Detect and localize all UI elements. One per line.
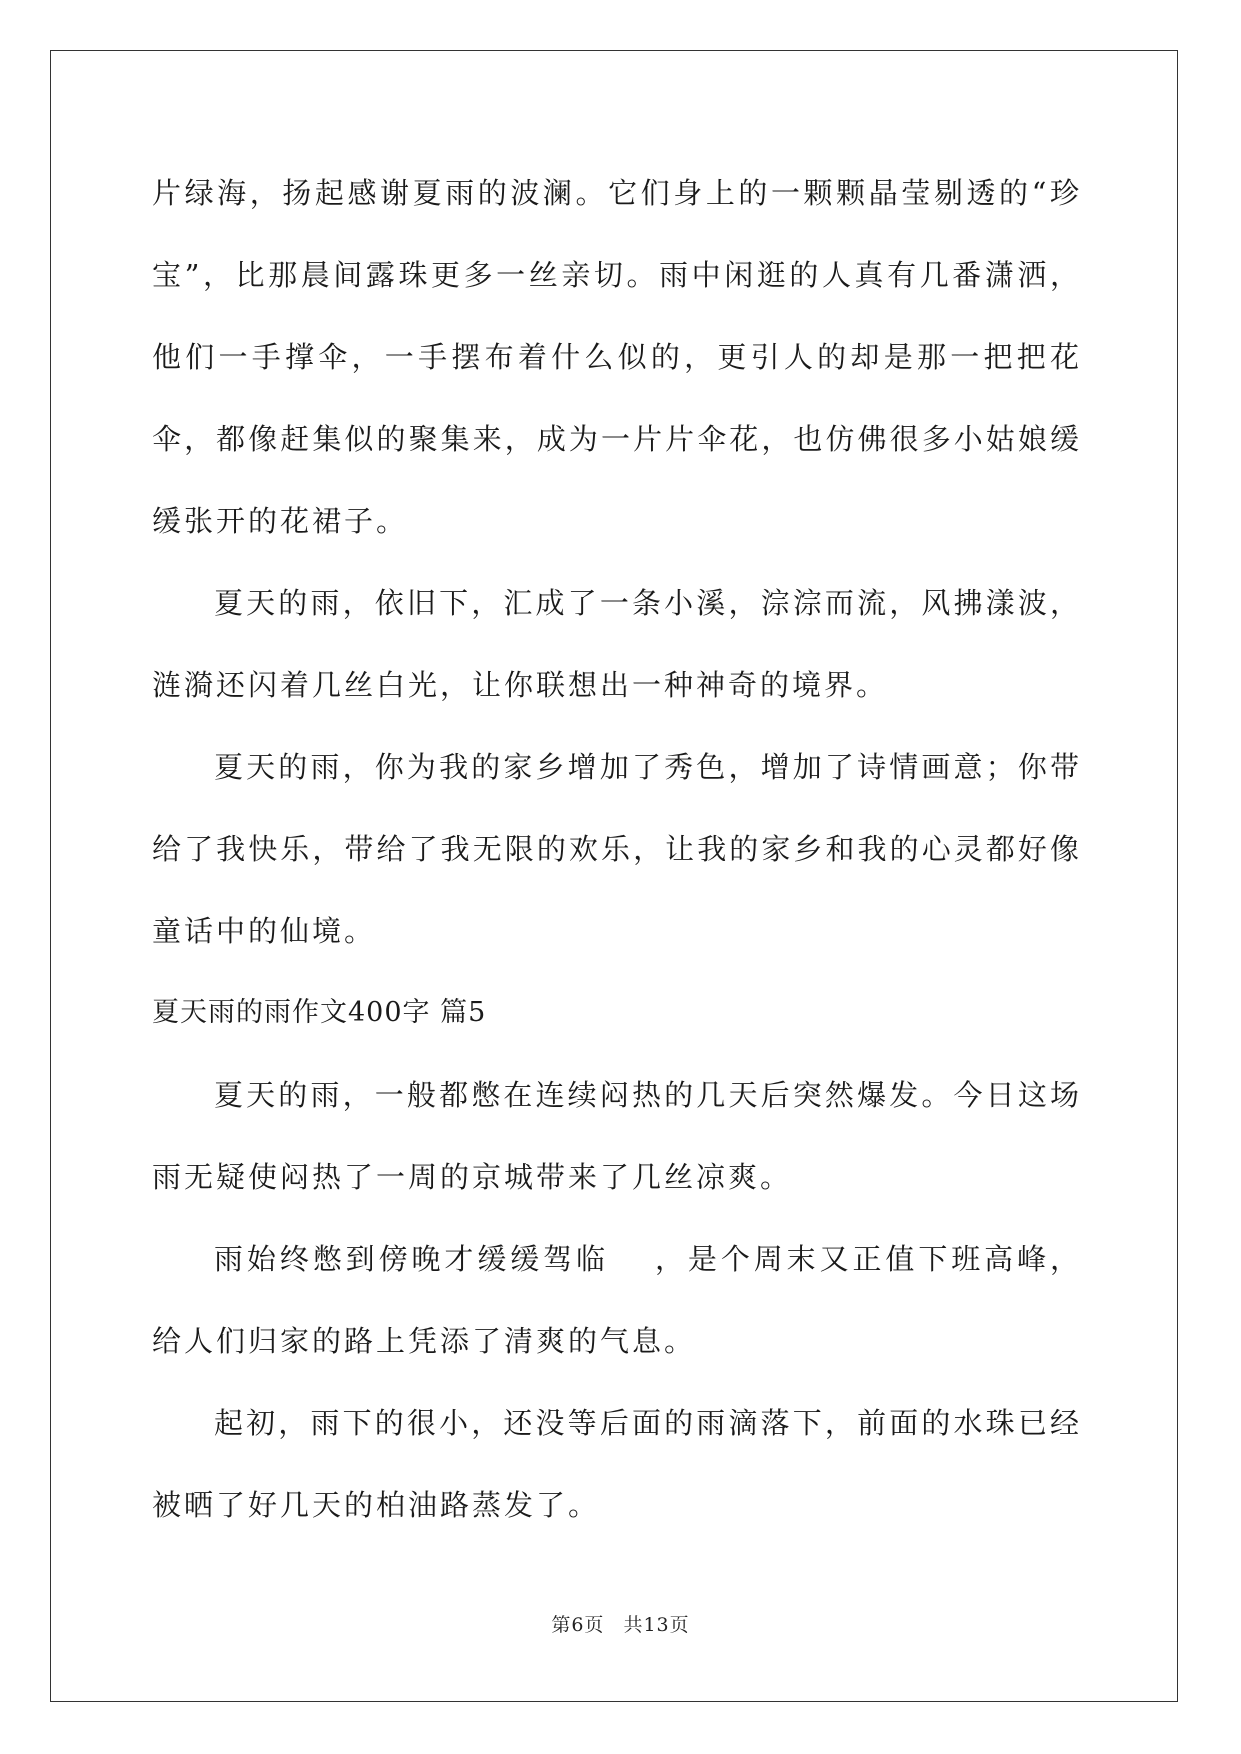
page-footer bbox=[0, 1610, 1241, 1637]
document-body bbox=[152, 152, 1082, 1546]
section-heading: 夏天雨的雨作文400字 篇5 bbox=[152, 997, 487, 1028]
section-paragraph-2: 雨始终憋到傍晚才缓缓驾临 ，是个周末又正值下班高峰，给人们归家的路上凭添了清爽的气息。 bbox=[152, 1242, 1082, 1358]
section-paragraph-3: 起初，雨下的很小，还没等后面的雨滴落下，前面的水珠已经被晒了好几天的柏油路蒸发了。 bbox=[152, 1406, 1082, 1522]
page-total: 共13页 bbox=[623, 1614, 690, 1636]
section-paragraph-1: 夏天的雨，一般都憋在连续闷热的几天后突然爆发。今日这场雨无疑使闷热了一周的京城带来了几丝凉爽。 bbox=[152, 1078, 1082, 1194]
paragraph-1: 片绿海，扬起感谢夏雨的波澜。它们身上的一颗颗晶莹剔透的“珍宝”，比那晨间露珠更多一丝亲切。雨中闲逛的人真有几番潇洒，他们一手撑伞，一手摆布着什么似的，更引人的却是那一把把花伞，都像赶集似的聚集来，成为一片片伞花，也仿佛很多小姑娘缓缓张开的花裙子。 bbox=[152, 176, 1082, 538]
page-number: 第6页 bbox=[551, 1614, 605, 1636]
paragraph-2: 夏天的雨，依旧下，汇成了一条小溪，淙淙而流，风拂漾波，涟漪还闪着几丝白光，让你联想出一种神奇的境界。 bbox=[152, 586, 1082, 702]
paragraph-3: 夏天的雨，你为我的家乡增加了秀色，增加了诗情画意；你带给了我快乐，带给了我无限的欢乐，让我的家乡和我的心灵都好像童话中的仙境。 bbox=[152, 750, 1082, 948]
